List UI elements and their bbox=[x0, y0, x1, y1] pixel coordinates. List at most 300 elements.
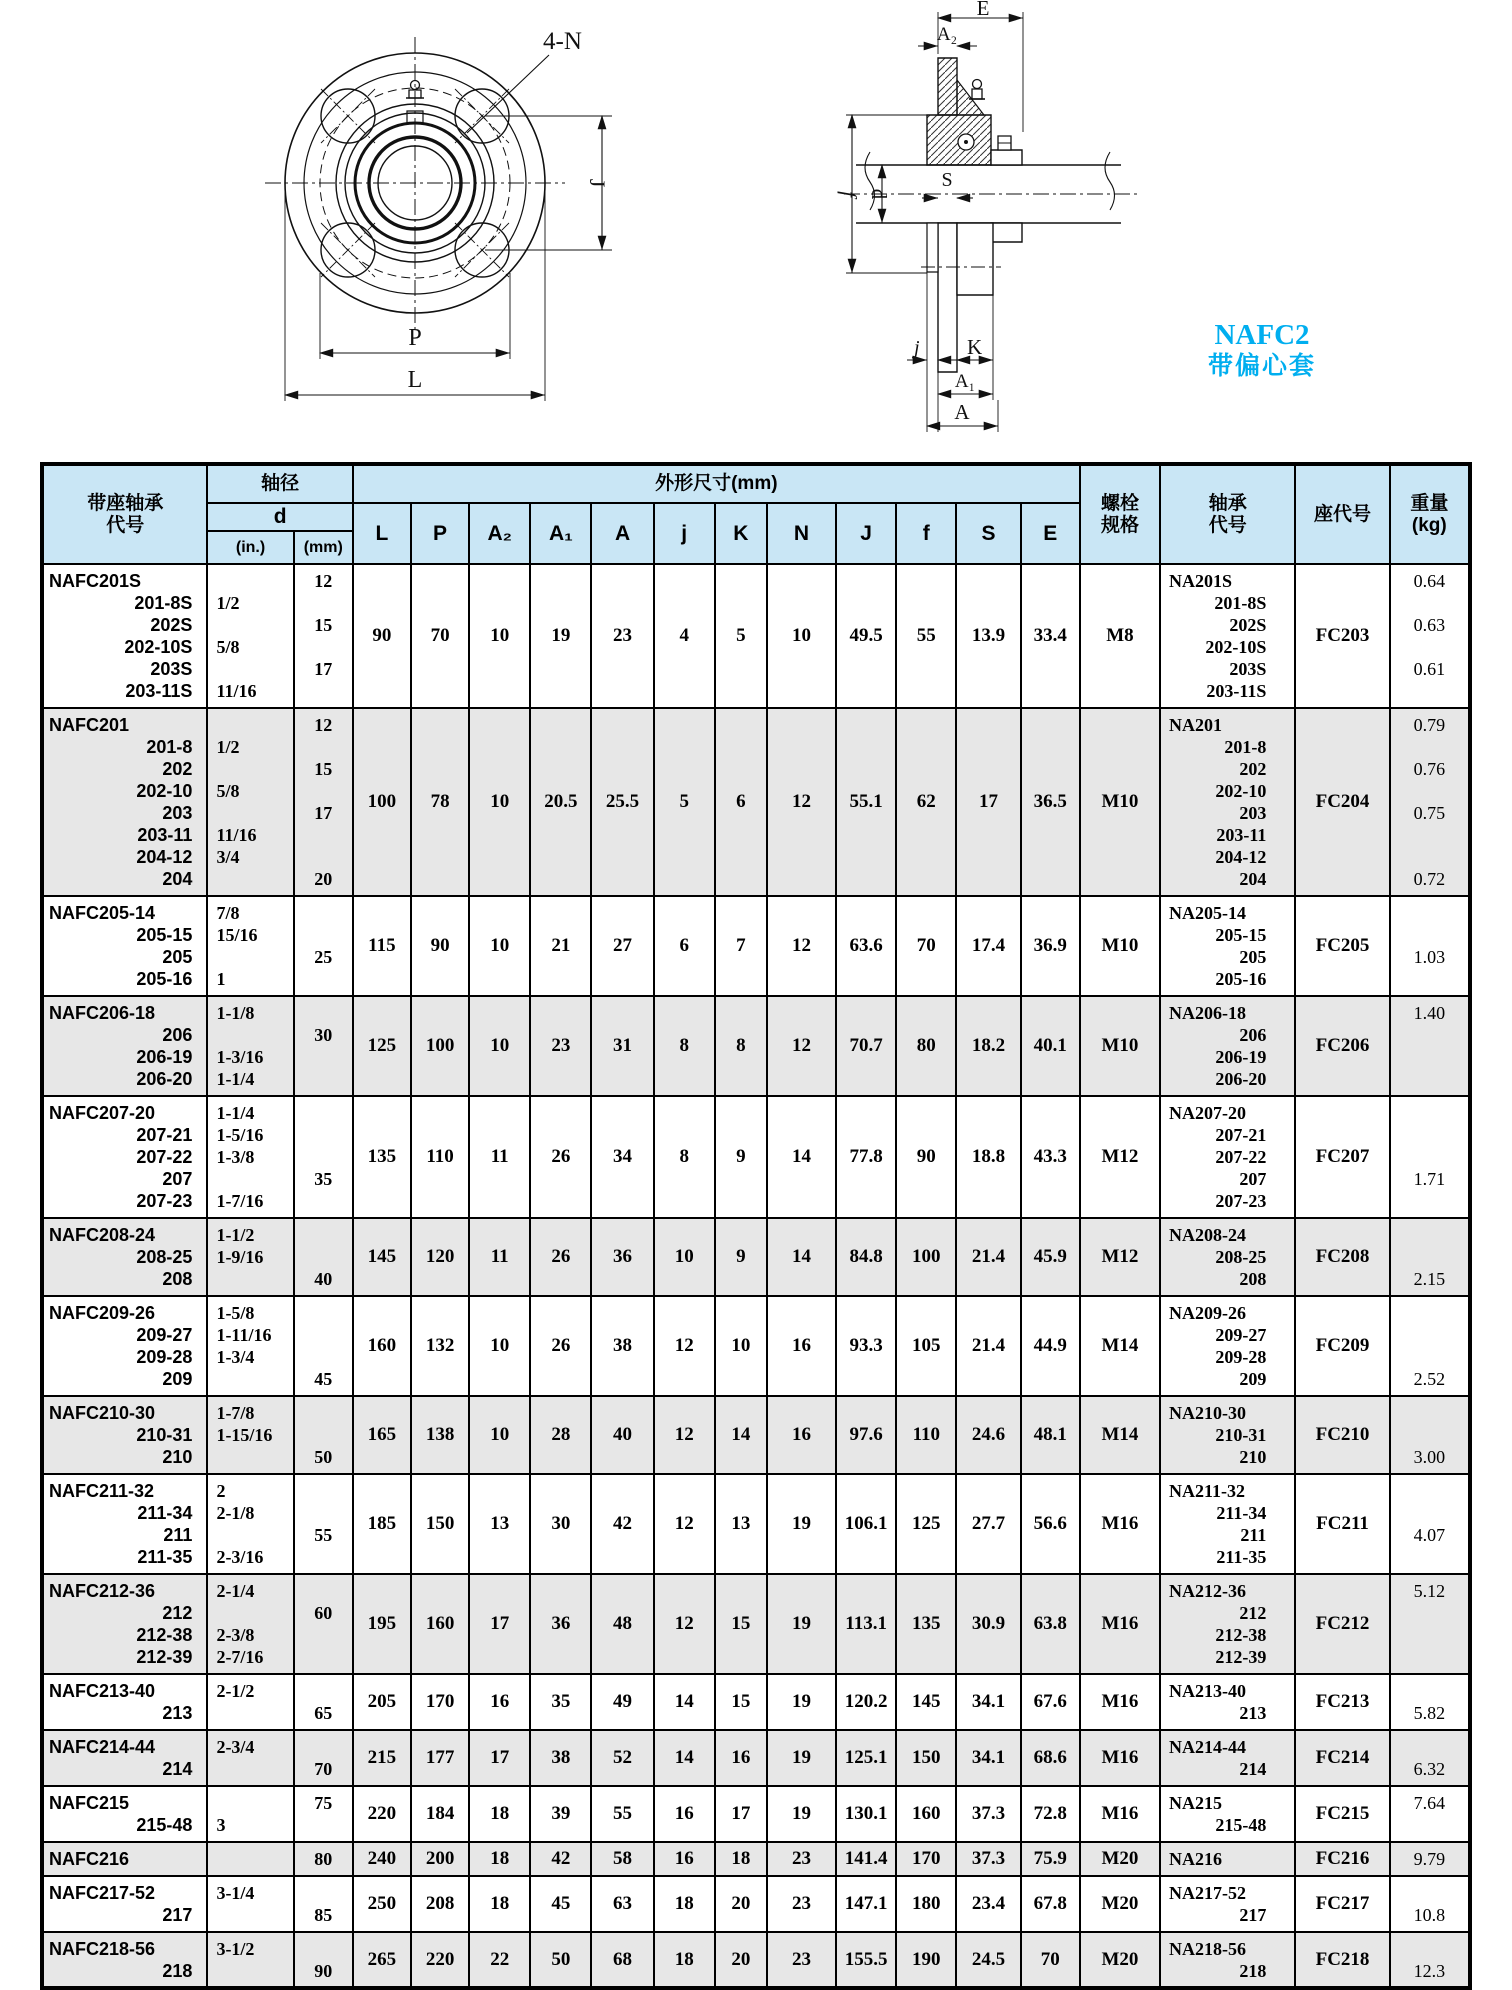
shaft-dia-mm-cell: 65 bbox=[294, 1674, 353, 1730]
dim-value-A-cell: 42 bbox=[591, 1474, 653, 1574]
dim-value-j-cell: 16 bbox=[654, 1786, 715, 1842]
bearing-code-cell: NA215 215-48 bbox=[1160, 1786, 1295, 1842]
shaft-dia-mm-cell: 90 bbox=[294, 1932, 353, 1988]
dim-col-header-E: E bbox=[1021, 503, 1080, 564]
series-code: NAFC2 bbox=[1214, 319, 1310, 351]
dim-value-J-cell: 120.2 bbox=[836, 1674, 896, 1730]
grease-fitting-icon bbox=[969, 80, 985, 100]
dim-value-f-cell: 90 bbox=[896, 1096, 956, 1218]
col-header-shaft-dia: 轴径 bbox=[207, 464, 352, 503]
dim-value-A₁-cell: 45 bbox=[530, 1876, 591, 1932]
bearing-code-cell: NA218-56 218 bbox=[1160, 1932, 1295, 1988]
table-row bbox=[42, 1932, 1470, 1988]
dim-col-header-P: P bbox=[411, 503, 469, 564]
dim-value-f-cell: 62 bbox=[896, 708, 956, 896]
seat-code-cell: FC208 bbox=[1295, 1218, 1389, 1296]
dim-value-E-cell: 75.9 bbox=[1021, 1842, 1080, 1876]
dim-value-f-cell: 160 bbox=[896, 1786, 956, 1842]
dim-value-J-cell: 49.5 bbox=[836, 564, 896, 708]
dim-value-A-cell: 63 bbox=[591, 1876, 653, 1932]
unit-code-cell: NAFC210-30 210-31 210 bbox=[42, 1396, 207, 1474]
dim-value-S-cell: 27.7 bbox=[956, 1474, 1020, 1574]
dim-value-f-cell: 80 bbox=[896, 996, 956, 1096]
dim-value-S-cell: 21.4 bbox=[956, 1218, 1020, 1296]
dim-value-A₁-cell: 39 bbox=[530, 1786, 591, 1842]
dim-value-A-cell: 48 bbox=[591, 1574, 653, 1674]
dim-value-E-cell: 48.1 bbox=[1021, 1396, 1080, 1474]
dim-value-E-cell: 67.6 bbox=[1021, 1674, 1080, 1730]
dim-value-K-cell: 13 bbox=[715, 1474, 767, 1574]
unit-code-cell: NAFC217-52 217 bbox=[42, 1876, 207, 1932]
dim-value-f-cell: 180 bbox=[896, 1876, 956, 1932]
dim-value-J-cell: 77.8 bbox=[836, 1096, 896, 1218]
table-row bbox=[42, 1876, 1470, 1932]
dim-value-P-cell: 70 bbox=[411, 564, 469, 708]
dim-value-J-cell: 55.1 bbox=[836, 708, 896, 896]
bearing-code-cell: NA209-26 209-27 209-28 209 bbox=[1160, 1296, 1295, 1396]
dim-value-S-cell: 18.8 bbox=[956, 1096, 1020, 1218]
unit-code-cell: NAFC214-44 214 bbox=[42, 1730, 207, 1786]
dim-value-N-cell: 12 bbox=[767, 896, 836, 996]
dim-value-L-cell: 115 bbox=[353, 896, 411, 996]
shaft-dia-mm-cell: 85 bbox=[294, 1876, 353, 1932]
dim-label-f: f bbox=[837, 191, 861, 197]
dim-col-header-j: j bbox=[654, 503, 715, 564]
dim-label-L: L bbox=[407, 367, 423, 393]
table-row bbox=[42, 1842, 1470, 1876]
dim-col-header-J: J bbox=[836, 503, 896, 564]
dim-value-S-cell: 23.4 bbox=[956, 1876, 1020, 1932]
unit-code-cell: NAFC215 215-48 bbox=[42, 1786, 207, 1842]
table-row bbox=[42, 564, 1470, 708]
dim-value-P-cell: 100 bbox=[411, 996, 469, 1096]
dim-value-f-cell: 135 bbox=[896, 1574, 956, 1674]
dim-value-f-cell: 110 bbox=[896, 1396, 956, 1474]
unit-code-cell: NAFC209-26 209-27 209-28 209 bbox=[42, 1296, 207, 1396]
dim-value-L-cell: 135 bbox=[353, 1096, 411, 1218]
dim-value-j-cell: 8 bbox=[654, 996, 715, 1096]
dim-col-header-K: K bbox=[715, 503, 767, 564]
shaft-dia-mm-cell: 12 15 17 bbox=[294, 564, 353, 708]
dim-col-header-A: A bbox=[591, 503, 653, 564]
dim-value-N-cell: 14 bbox=[767, 1218, 836, 1296]
dim-value-L-cell: 265 bbox=[353, 1932, 411, 1988]
unit-code-cell: NAFC218-56 218 bbox=[42, 1932, 207, 1988]
dim-value-K-cell: 18 bbox=[715, 1842, 767, 1876]
dim-value-A₂-cell: 10 bbox=[469, 708, 530, 896]
weight-cell: 2.15 bbox=[1390, 1218, 1470, 1296]
seat-code-cell: FC211 bbox=[1295, 1474, 1389, 1574]
dim-value-j-cell: 18 bbox=[654, 1876, 715, 1932]
dim-value-A₂-cell: 22 bbox=[469, 1932, 530, 1988]
seat-code-cell: FC212 bbox=[1295, 1574, 1389, 1674]
col-header-weight: 重量 (kg) bbox=[1390, 464, 1470, 564]
dim-value-L-cell: 185 bbox=[353, 1474, 411, 1574]
dim-value-E-cell: 56.6 bbox=[1021, 1474, 1080, 1574]
dim-value-A-cell: 27 bbox=[591, 896, 653, 996]
weight-cell: 5.12 bbox=[1390, 1574, 1470, 1674]
bolt-spec-cell: M20 bbox=[1080, 1842, 1160, 1876]
dim-value-K-cell: 16 bbox=[715, 1730, 767, 1786]
dim-value-S-cell: 24.6 bbox=[956, 1396, 1020, 1474]
dim-value-E-cell: 36.5 bbox=[1021, 708, 1080, 896]
dim-value-A-cell: 58 bbox=[591, 1842, 653, 1876]
dim-value-L-cell: 90 bbox=[353, 564, 411, 708]
bolt-spec-cell: M10 bbox=[1080, 996, 1160, 1096]
shaft-dia-mm-cell: 25 bbox=[294, 896, 353, 996]
dim-value-N-cell: 16 bbox=[767, 1396, 836, 1474]
bearing-code-cell: NA201 201-8 202 202-10 203 203-11 204-12 204 bbox=[1160, 708, 1295, 896]
shaft-dia-inch-cell: 3-1/2 bbox=[207, 1932, 293, 1988]
dim-col-header-f: f bbox=[896, 503, 956, 564]
dim-value-K-cell: 9 bbox=[715, 1096, 767, 1218]
bolt-spec-cell: M16 bbox=[1080, 1474, 1160, 1574]
dim-value-A₂-cell: 10 bbox=[469, 996, 530, 1096]
dim-value-A₂-cell: 17 bbox=[469, 1574, 530, 1674]
dim-value-K-cell: 20 bbox=[715, 1932, 767, 1988]
dim-value-P-cell: 120 bbox=[411, 1218, 469, 1296]
bolt-spec-cell: M10 bbox=[1080, 896, 1160, 996]
dim-col-header-A1: A₁ bbox=[530, 503, 591, 564]
shaft-dia-mm-cell: 50 bbox=[294, 1396, 353, 1474]
table-row bbox=[42, 1786, 1470, 1842]
bearing-code-cell: NA216 bbox=[1160, 1842, 1295, 1876]
shaft-dia-mm-cell: 80 bbox=[294, 1842, 353, 1876]
dim-value-N-cell: 23 bbox=[767, 1932, 836, 1988]
shaft-dia-inch-cell: 1/2 5/8 11/16 bbox=[207, 564, 293, 708]
seat-code-cell: FC203 bbox=[1295, 564, 1389, 708]
shaft-dia-inch-cell: 1-7/8 1-15/16 bbox=[207, 1396, 293, 1474]
dim-value-A₂-cell: 10 bbox=[469, 1396, 530, 1474]
dim-value-S-cell: 18.2 bbox=[956, 996, 1020, 1096]
dim-value-A-cell: 36 bbox=[591, 1218, 653, 1296]
eccentric-collar-bottom bbox=[991, 223, 1022, 242]
dim-value-J-cell: 93.3 bbox=[836, 1296, 896, 1396]
col-header-bearing-code: 轴承 代号 bbox=[1160, 464, 1295, 564]
shaft-dia-inch-cell: 1-1/2 1-9/16 bbox=[207, 1218, 293, 1296]
col-header-bolt-spec: 螺栓 规格 bbox=[1080, 464, 1160, 564]
dim-value-A-cell: 23 bbox=[591, 564, 653, 708]
dim-value-A₂-cell: 11 bbox=[469, 1096, 530, 1218]
seat-code-cell: FC206 bbox=[1295, 996, 1389, 1096]
bearing-code-cell: NA205-14 205-15 205 205-16 bbox=[1160, 896, 1295, 996]
bearing-code-cell: NA201S 201-8S 202S 202-10S 203S 203-11S bbox=[1160, 564, 1295, 708]
dim-value-A₁-cell: 36 bbox=[530, 1574, 591, 1674]
shaft-dia-inch-cell: 2-3/4 bbox=[207, 1730, 293, 1786]
dim-value-J-cell: 63.6 bbox=[836, 896, 896, 996]
bearing-code-cell: NA207-20 207-21 207-22 207 207-23 bbox=[1160, 1096, 1295, 1218]
dim-value-P-cell: 78 bbox=[411, 708, 469, 896]
dim-value-S-cell: 17.4 bbox=[956, 896, 1020, 996]
dim-value-A₁-cell: 21 bbox=[530, 896, 591, 996]
col-header-housing-code: 带座轴承 代号 bbox=[42, 464, 207, 564]
dim-value-A-cell: 31 bbox=[591, 996, 653, 1096]
dim-value-S-cell: 37.3 bbox=[956, 1842, 1020, 1876]
dim-value-f-cell: 190 bbox=[896, 1932, 956, 1988]
dim-value-E-cell: 40.1 bbox=[1021, 996, 1080, 1096]
bearing-code-cell: NA213-40 213 bbox=[1160, 1674, 1295, 1730]
bearing-code-cell: NA217-52 217 bbox=[1160, 1876, 1295, 1932]
dim-value-N-cell: 19 bbox=[767, 1574, 836, 1674]
dim-label-S: S bbox=[941, 169, 953, 191]
table-row bbox=[42, 1218, 1470, 1296]
dim-value-K-cell: 17 bbox=[715, 1786, 767, 1842]
bolt-spec-cell: M16 bbox=[1080, 1730, 1160, 1786]
dim-value-K-cell: 6 bbox=[715, 708, 767, 896]
dim-label-j: j bbox=[914, 337, 920, 359]
seat-code-cell: FC209 bbox=[1295, 1296, 1389, 1396]
dim-value-A₂-cell: 17 bbox=[469, 1730, 530, 1786]
dim-value-A-cell: 49 bbox=[591, 1674, 653, 1730]
dim-value-S-cell: 17 bbox=[956, 708, 1020, 896]
dim-value-L-cell: 125 bbox=[353, 996, 411, 1096]
table-row bbox=[42, 708, 1470, 896]
shaft-dia-mm-cell: 70 bbox=[294, 1730, 353, 1786]
bearing-code-cell: NA214-44 214 bbox=[1160, 1730, 1295, 1786]
section-view-drawing bbox=[826, 2, 1156, 448]
dim-value-L-cell: 240 bbox=[353, 1842, 411, 1876]
dim-value-A₂-cell: 10 bbox=[469, 1296, 530, 1396]
dim-value-E-cell: 67.8 bbox=[1021, 1876, 1080, 1932]
dim-value-L-cell: 145 bbox=[353, 1218, 411, 1296]
table-row bbox=[42, 1730, 1470, 1786]
spec-table bbox=[40, 462, 1472, 1990]
dim-value-A₁-cell: 23 bbox=[530, 996, 591, 1096]
dim-value-j-cell: 10 bbox=[654, 1218, 715, 1296]
dim-value-J-cell: 147.1 bbox=[836, 1876, 896, 1932]
dim-value-J-cell: 130.1 bbox=[836, 1786, 896, 1842]
dim-value-j-cell: 12 bbox=[654, 1396, 715, 1474]
seat-code-cell: FC207 bbox=[1295, 1096, 1389, 1218]
weight-cell: 7.64 bbox=[1390, 1786, 1470, 1842]
shaft-dia-inch-cell: 3 bbox=[207, 1786, 293, 1842]
dim-value-j-cell: 5 bbox=[654, 708, 715, 896]
dim-value-L-cell: 205 bbox=[353, 1674, 411, 1730]
bolt-spec-cell: M12 bbox=[1080, 1096, 1160, 1218]
col-header-mm: (mm) bbox=[294, 531, 353, 564]
weight-cell: 12.3 bbox=[1390, 1932, 1470, 1988]
shaft-dia-inch-cell: 2-1/4 2-3/8 2-7/16 bbox=[207, 1574, 293, 1674]
seat-code-cell: FC218 bbox=[1295, 1932, 1389, 1988]
dim-value-P-cell: 150 bbox=[411, 1474, 469, 1574]
dim-value-E-cell: 68.6 bbox=[1021, 1730, 1080, 1786]
dim-value-K-cell: 5 bbox=[715, 564, 767, 708]
dim-value-N-cell: 19 bbox=[767, 1786, 836, 1842]
weight-cell: 1.40 bbox=[1390, 996, 1470, 1096]
dim-value-A₁-cell: 38 bbox=[530, 1730, 591, 1786]
dim-value-P-cell: 177 bbox=[411, 1730, 469, 1786]
dim-value-J-cell: 97.6 bbox=[836, 1396, 896, 1474]
dim-value-A-cell: 68 bbox=[591, 1932, 653, 1988]
shaft-dia-inch-cell: 2-1/2 bbox=[207, 1674, 293, 1730]
bolt-spec-cell: M10 bbox=[1080, 708, 1160, 896]
bolt-callout-label: 4-N bbox=[543, 28, 582, 55]
dim-value-A₁-cell: 20.5 bbox=[530, 708, 591, 896]
table-header bbox=[42, 464, 1470, 564]
dim-value-f-cell: 145 bbox=[896, 1674, 956, 1730]
dim-col-header-A2: A₂ bbox=[469, 503, 530, 564]
dim-value-P-cell: 220 bbox=[411, 1932, 469, 1988]
dim-value-N-cell: 10 bbox=[767, 564, 836, 708]
dim-value-A-cell: 34 bbox=[591, 1096, 653, 1218]
dim-value-A-cell: 38 bbox=[591, 1296, 653, 1396]
unit-code-cell: NAFC211-32 211-34 211 211-35 bbox=[42, 1474, 207, 1574]
dim-value-A₁-cell: 26 bbox=[530, 1218, 591, 1296]
dim-value-K-cell: 14 bbox=[715, 1396, 767, 1474]
dim-value-J-cell: 84.8 bbox=[836, 1218, 896, 1296]
dim-value-N-cell: 19 bbox=[767, 1674, 836, 1730]
dim-value-L-cell: 250 bbox=[353, 1876, 411, 1932]
dim-value-P-cell: 170 bbox=[411, 1674, 469, 1730]
bearing-code-cell: NA212-36 212 212-38 212-39 bbox=[1160, 1574, 1295, 1674]
dim-value-E-cell: 44.9 bbox=[1021, 1296, 1080, 1396]
shaft-dia-inch-cell: 2 2-1/8 2-3/16 bbox=[207, 1474, 293, 1574]
dim-value-N-cell: 19 bbox=[767, 1730, 836, 1786]
dim-value-j-cell: 4 bbox=[654, 564, 715, 708]
dim-value-L-cell: 195 bbox=[353, 1574, 411, 1674]
dim-col-header-N: N bbox=[767, 503, 836, 564]
weight-cell: 6.32 bbox=[1390, 1730, 1470, 1786]
series-label bbox=[1188, 320, 1336, 382]
dim-value-K-cell: 9 bbox=[715, 1218, 767, 1296]
dim-value-A-cell: 52 bbox=[591, 1730, 653, 1786]
seat-code-cell: FC214 bbox=[1295, 1730, 1389, 1786]
dim-value-A-cell: 40 bbox=[591, 1396, 653, 1474]
dim-value-P-cell: 138 bbox=[411, 1396, 469, 1474]
dim-value-S-cell: 37.3 bbox=[956, 1786, 1020, 1842]
bolt-spec-cell: M12 bbox=[1080, 1218, 1160, 1296]
dim-value-S-cell: 30.9 bbox=[956, 1574, 1020, 1674]
dim-value-J-cell: 125.1 bbox=[836, 1730, 896, 1786]
dim-value-f-cell: 170 bbox=[896, 1842, 956, 1876]
shaft-break-left bbox=[865, 152, 875, 210]
dim-value-N-cell: 16 bbox=[767, 1296, 836, 1396]
front-view-drawing bbox=[165, 15, 640, 435]
bolt-spec-cell: M16 bbox=[1080, 1786, 1160, 1842]
dim-value-E-cell: 43.3 bbox=[1021, 1096, 1080, 1218]
shaft-dia-mm-cell: 40 bbox=[294, 1218, 353, 1296]
shaft-dia-mm-cell: 55 bbox=[294, 1474, 353, 1574]
table-row bbox=[42, 1396, 1470, 1474]
dim-value-E-cell: 45.9 bbox=[1021, 1218, 1080, 1296]
shaft-dia-inch-cell bbox=[207, 1842, 293, 1876]
dim-label-J: J bbox=[585, 178, 610, 188]
weight-cell: 1.03 bbox=[1390, 896, 1470, 996]
dim-value-K-cell: 15 bbox=[715, 1674, 767, 1730]
shaft-dia-inch-cell: 1/2 5/8 11/16 3/4 bbox=[207, 708, 293, 896]
bearing-code-cell: NA206-18 206 206-19 206-20 bbox=[1160, 996, 1295, 1096]
unit-code-cell: NAFC201 201-8 202 202-10 203 203-11 204-12 204 bbox=[42, 708, 207, 896]
dim-value-A₂-cell: 18 bbox=[469, 1786, 530, 1842]
dim-value-E-cell: 36.9 bbox=[1021, 896, 1080, 996]
dim-value-J-cell: 106.1 bbox=[836, 1474, 896, 1574]
unit-code-cell: NAFC205-14 205-15 205 205-16 bbox=[42, 896, 207, 996]
dim-value-N-cell: 23 bbox=[767, 1876, 836, 1932]
table-row bbox=[42, 996, 1470, 1096]
dim-label-E: E bbox=[976, 0, 990, 20]
dim-value-f-cell: 100 bbox=[896, 1218, 956, 1296]
dim-value-J-cell: 113.1 bbox=[836, 1574, 896, 1674]
dim-value-L-cell: 100 bbox=[353, 708, 411, 896]
dim-value-j-cell: 12 bbox=[654, 1474, 715, 1574]
dim-value-N-cell: 19 bbox=[767, 1474, 836, 1574]
dim-value-K-cell: 10 bbox=[715, 1296, 767, 1396]
dim-value-f-cell: 105 bbox=[896, 1296, 956, 1396]
shaft-dia-mm-cell: 45 bbox=[294, 1296, 353, 1396]
dim-value-A₁-cell: 19 bbox=[530, 564, 591, 708]
dim-label-K: K bbox=[967, 335, 983, 359]
unit-code-cell: NAFC216 bbox=[42, 1842, 207, 1876]
dim-value-E-cell: 72.8 bbox=[1021, 1786, 1080, 1842]
col-header-d: d bbox=[207, 503, 352, 531]
dim-value-K-cell: 7 bbox=[715, 896, 767, 996]
seat-code-cell: FC217 bbox=[1295, 1876, 1389, 1932]
dim-value-P-cell: 200 bbox=[411, 1842, 469, 1876]
col-header-dimensions: 外形尺寸(mm) bbox=[353, 464, 1080, 503]
dim-value-S-cell: 34.1 bbox=[956, 1730, 1020, 1786]
unit-code-cell: NAFC212-36 212 212-38 212-39 bbox=[42, 1574, 207, 1674]
dim-value-P-cell: 90 bbox=[411, 896, 469, 996]
dim-label-A2: A₂ bbox=[936, 24, 958, 45]
bolt-spec-cell: M14 bbox=[1080, 1396, 1160, 1474]
dim-value-S-cell: 24.5 bbox=[956, 1932, 1020, 1988]
table-row bbox=[42, 1296, 1470, 1396]
dim-col-header-L: L bbox=[353, 503, 411, 564]
table-row bbox=[42, 896, 1470, 996]
dim-value-f-cell: 55 bbox=[896, 564, 956, 708]
dim-value-f-cell: 150 bbox=[896, 1730, 956, 1786]
unit-code-cell: NAFC201S 201-8S 202S 202-10S 203S 203-11S bbox=[42, 564, 207, 708]
dim-value-A₁-cell: 42 bbox=[530, 1842, 591, 1876]
dim-value-j-cell: 12 bbox=[654, 1296, 715, 1396]
seat-code-cell: FC216 bbox=[1295, 1842, 1389, 1876]
shaft-dia-mm-cell: 75 bbox=[294, 1786, 353, 1842]
unit-code-cell: NAFC208-24 208-25 208 bbox=[42, 1218, 207, 1296]
seat-code-cell: FC205 bbox=[1295, 896, 1389, 996]
dim-value-A-cell: 25.5 bbox=[591, 708, 653, 896]
dim-value-A₁-cell: 50 bbox=[530, 1932, 591, 1988]
weight-cell: 0.64 0.63 0.61 bbox=[1390, 564, 1470, 708]
weight-cell: 0.79 0.76 0.75 0.72 bbox=[1390, 708, 1470, 896]
shaft-dia-inch-cell: 3-1/4 bbox=[207, 1876, 293, 1932]
dim-label-P: P bbox=[408, 325, 422, 351]
bearing-code-cell: NA211-32 211-34 211 211-35 bbox=[1160, 1474, 1295, 1574]
dim-value-A₂-cell: 13 bbox=[469, 1474, 530, 1574]
dim-value-j-cell: 12 bbox=[654, 1574, 715, 1674]
weight-cell: 3.00 bbox=[1390, 1396, 1470, 1474]
dim-value-A₂-cell: 10 bbox=[469, 896, 530, 996]
dim-value-P-cell: 184 bbox=[411, 1786, 469, 1842]
dim-value-A₂-cell: 11 bbox=[469, 1218, 530, 1296]
dim-value-J-cell: 141.4 bbox=[836, 1842, 896, 1876]
dim-value-j-cell: 14 bbox=[654, 1730, 715, 1786]
dim-value-A₁-cell: 28 bbox=[530, 1396, 591, 1474]
dim-label-A: A bbox=[954, 400, 970, 424]
table-row bbox=[42, 1574, 1470, 1674]
dim-value-E-cell: 33.4 bbox=[1021, 564, 1080, 708]
table-row bbox=[42, 1096, 1470, 1218]
dim-value-K-cell: 15 bbox=[715, 1574, 767, 1674]
dim-label-d: d bbox=[867, 188, 891, 200]
dim-value-L-cell: 215 bbox=[353, 1730, 411, 1786]
dim-value-N-cell: 12 bbox=[767, 996, 836, 1096]
dim-value-j-cell: 14 bbox=[654, 1674, 715, 1730]
dim-value-f-cell: 70 bbox=[896, 896, 956, 996]
dim-value-S-cell: 21.4 bbox=[956, 1296, 1020, 1396]
shaft-dia-inch-cell: 1-1/8 1-3/16 1-1/4 bbox=[207, 996, 293, 1096]
dim-value-A₂-cell: 18 bbox=[469, 1842, 530, 1876]
bolt-spec-cell: M14 bbox=[1080, 1296, 1160, 1396]
